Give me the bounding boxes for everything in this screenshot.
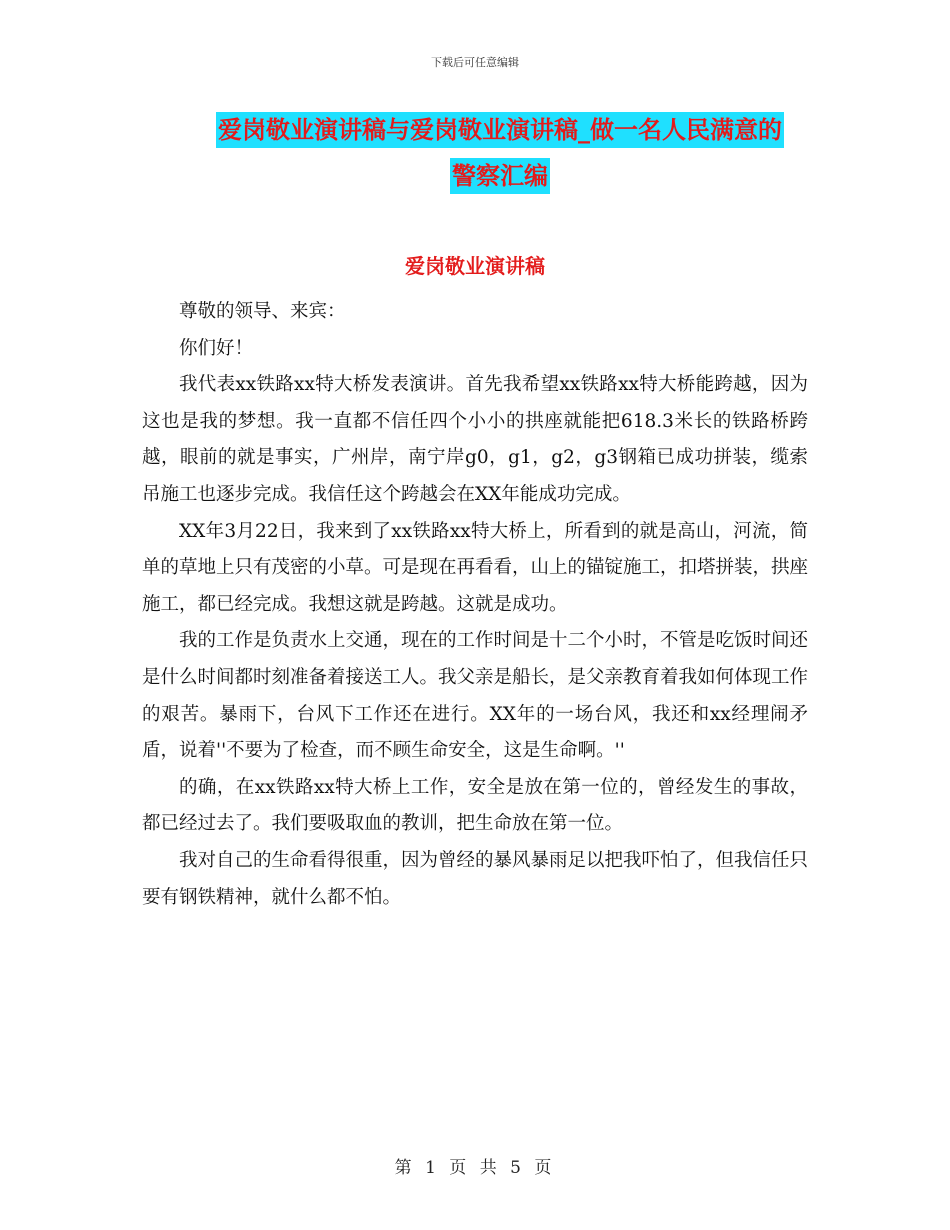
section-heading: 爱岗敬业演讲稿: [405, 254, 545, 278]
document-title: [150, 112, 850, 194]
body-text: [142, 294, 808, 916]
paragraph: 我代表xx铁路xx特大桥发表演讲。首先我希望xx铁路xx特大桥能跨越，因为这也是我的梦想。我一直都不信任四个小小的拱座就能把618.3米长的铁路桥跨越，眼前的就是事实，广州岸，南宁岸g0，g1，g2，g3钢箱已成功拼装，缆索吊施工也逐步完成。我信任这个跨越会在XX年能成功完成。: [142, 374, 808, 505]
paragraph: 我的工作是负责水上交通，现在的工作时间是十二个小时，不管是吃饭时间还是什么时间都时刻准备着接送工人。我父亲是船长，是父亲教育着我如何体现工作的艰苦。暴雨下，台风下工作还在进行。XX年的一场台风，我还和xx经理闹矛盾，说着''不要为了检查，而不顾生命安全，这是生命啊。'': [142, 630, 809, 762]
paragraph-salutation: 尊敬的领导、来宾：: [179, 301, 346, 322]
page-number-footer: 第 1 页 共 5 页: [394, 1158, 556, 1178]
header-note: 下载后可任意编辑: [431, 56, 519, 69]
paragraph: 我对自己的生命看得很重，因为曾经的暴风暴雨足以把我吓怕了，但我信任只要有钢铁精神，就什么都不怕。: [142, 849, 809, 908]
title-line-1: 爱岗敬业演讲稿与爱岗敬业演讲稿_做一名人民满意的: [216, 112, 784, 148]
paragraph: 的确，在xx铁路xx特大桥上工作，安全是放在第一位的，曾经发生的事故，都已经过去了。我们要吸取血的教训，把生命放在第一位。: [142, 776, 808, 835]
paragraph-greeting: 你们好！: [179, 337, 254, 359]
paragraph: XX年3月22日，我来到了xx铁路xx特大桥上，所看到的就是高山，河流，简单的草地上只有茂密的小草。可是现在再看看，山上的锚锭施工，扣塔拼装，拱座施工，都已经完成。我想这就是跨越。这就是成功。: [142, 520, 809, 615]
title-line-2: 警察汇编: [450, 158, 550, 194]
